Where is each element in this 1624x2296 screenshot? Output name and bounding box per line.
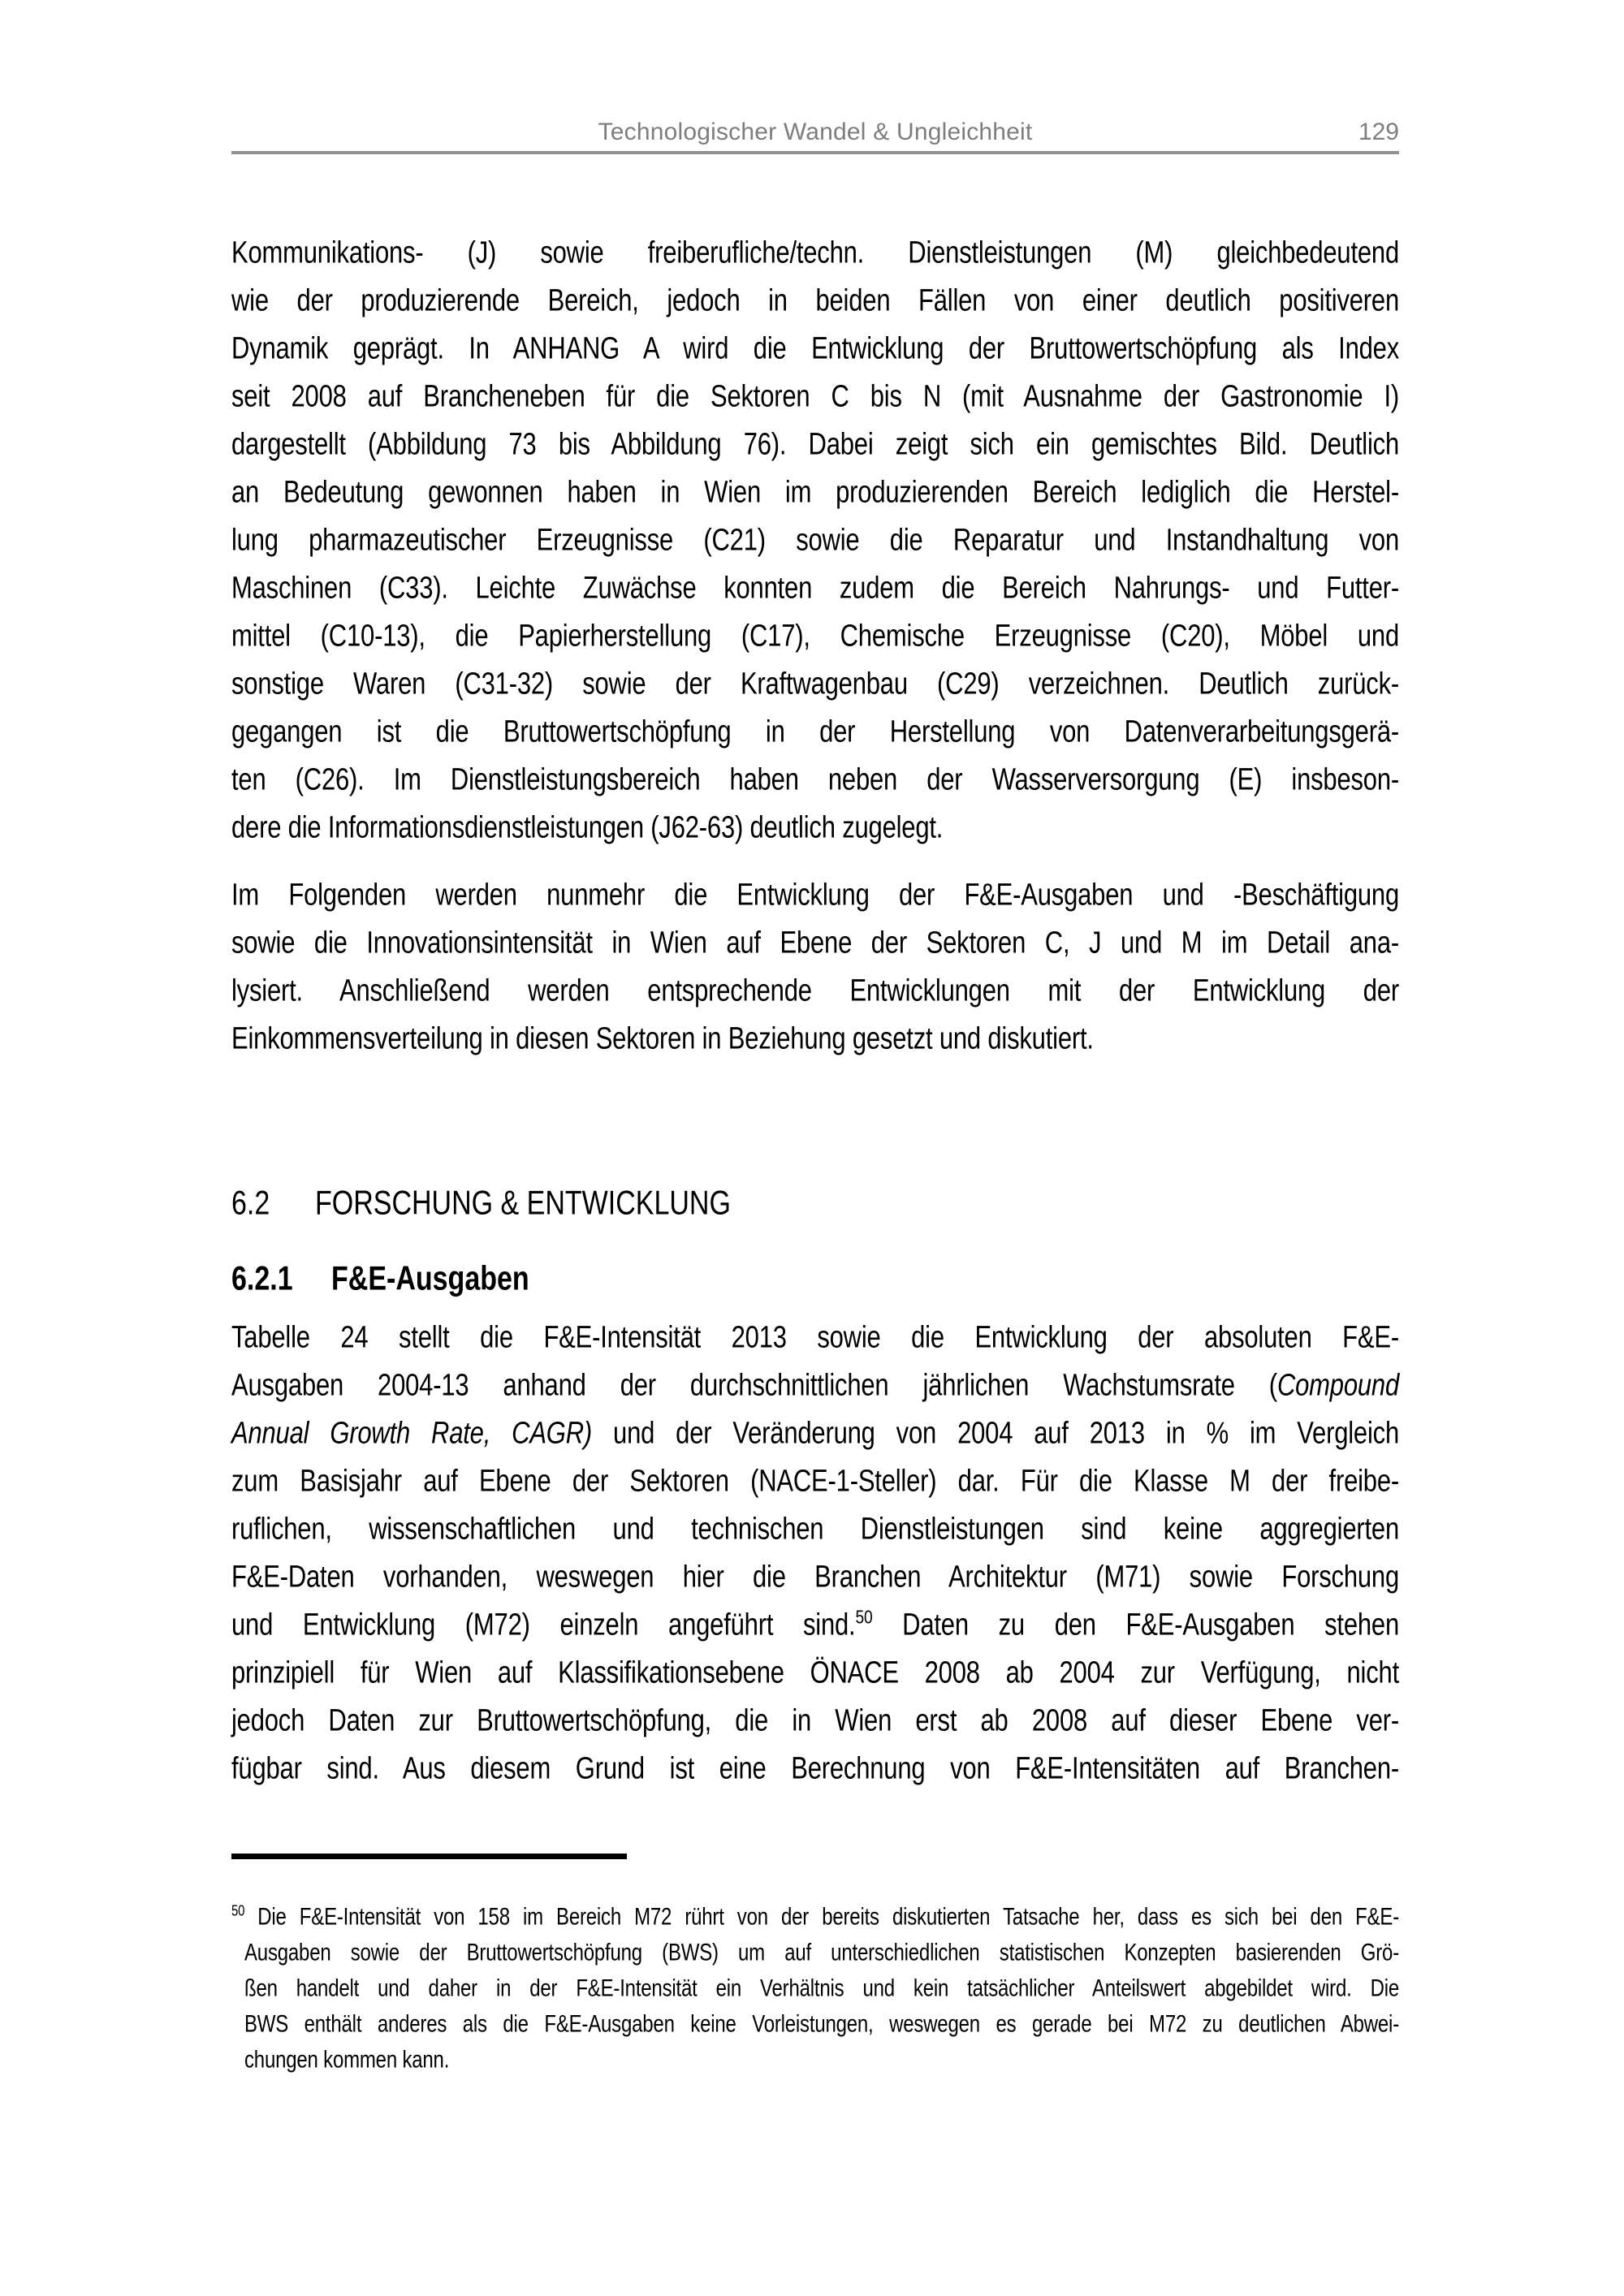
text-line: zum Basisjahr auf Ebene der Sektoren (NACE-1-Steller) dar. Für die Klasse M der freibe- (231, 1463, 1399, 1498)
section-title: FORSCHUNG & ENTWICKLUNG (315, 1184, 731, 1223)
running-header-title: Technologischer Wandel & Ungleichheit (598, 119, 1033, 145)
text-line: Einkommensverteilung in diesen Sektoren in Beziehung gesetzt und diskutiert. (231, 1021, 1094, 1055)
footnote-separator (231, 1854, 627, 1859)
page-header (231, 104, 1399, 154)
text-line: ßen handelt und daher in der F&E-Intensität ein Verhältnis und kein tatsächlicher Anteilswert abgebildet wird. Die (244, 1974, 1399, 2002)
text-line: dere die Informationsdienstleistungen (J62-63) deutlich zugelegt. (231, 809, 944, 844)
text-line: seit 2008 auf Brancheneben für die Sektoren C bis N (mit Ausnahme der Gastronomie I) (231, 378, 1399, 413)
text-line: mittel (C10-13), die Papierherstellung (C17), Chemische Erzeugnisse (C20), Möbel und (231, 618, 1399, 653)
text-line: $^{50}$ Die F&E-Intensität von 158 im Bereich M72 rührt von der bereits diskutierten Tatsache her, dass es sich bei den F&E- (231, 1903, 1399, 1931)
page-number: 129 (1358, 119, 1399, 145)
text-line: sonstige Waren (C31-32) sowie der Kraftwagenbau (C29) verzeichnen. Deutlich zurück- (231, 666, 1399, 701)
text-line: wie der produzierende Bereich, jedoch in beiden Fällen von einer deutlich positiveren (231, 283, 1399, 317)
text-line: lung pharmazeutischer Erzeugnisse (C21) sowie die Reparatur und Instandhaltung von (231, 522, 1399, 557)
text-line: BWS enthält anderes als die F&E-Ausgaben keine Vorleistungen, weswegen es gerade bei M72 zu deutlichen Abwei- (244, 2010, 1399, 2038)
text-line: Tabelle 24 stellt die F&E-Intensität 2013 sowie die Entwicklung der absoluten F&E- (231, 1319, 1399, 1354)
text-line: fügbar sind. Aus diesem Grund ist eine Berechnung von F&E-Intensitäten auf Branchen- (231, 1750, 1399, 1785)
subsection-title: F&E-Ausgaben (331, 1259, 529, 1298)
section-heading (231, 1175, 1399, 1233)
section-number: 6.2 (231, 1184, 270, 1223)
text-line: gegangen ist die Bruttowertschöpfung in der Herstellung von Datenverarbeitungsgerä- (231, 714, 1399, 749)
text-line: Maschinen (C33). Leichte Zuwächse konnten zudem die Bereich Nahrungs- und Futter- (231, 570, 1399, 605)
text-line: Annual Growth Rate, CAGR) und der Veränderung von 2004 auf 2013 in % im Vergleich (231, 1415, 1400, 1450)
text-line: Kommunikations- (J) sowie freiberufliche/techn. Dienstleistungen (M) gleichbedeutend (231, 235, 1399, 270)
footnote (231, 1900, 1399, 2078)
paragraph-3 (231, 1313, 1399, 1792)
text-line: Im Folgenden werden nunmehr die Entwicklung der F&E-Ausgaben und -Beschäftigung (231, 877, 1399, 912)
text-line: und Entwicklung (M72) einzeln angeführt sind.$^{50}$ Daten zu den F&E-Ausgaben stehen (231, 1607, 1399, 1642)
subsection-heading (231, 1250, 1399, 1309)
text-line: dargestellt (Abbildung 73 bis Abbildung 76). Dabei zeigt sich ein gemischtes Bild. Deutlich (231, 426, 1399, 461)
text-line: jedoch Daten zur Bruttowertschöpfung, die in Wien erst ab 2008 auf dieser Ebene ver- (231, 1703, 1399, 1737)
text-line: F&E-Daten vorhanden, weswegen hier die Branchen Architektur (M71) sowie Forschung (231, 1559, 1399, 1594)
text-line: an Bedeutung gewonnen haben in Wien im produzierenden Bereich lediglich die Herstel- (231, 474, 1399, 509)
text-line: prinzipiell für Wien auf Klassifikationsebene ÖNACE 2008 ab 2004 zur Verfügung, nicht (231, 1655, 1399, 1690)
text-line: ruflichen, wissenschaftlichen und technischen Dienstleistungen sind keine aggregierten (231, 1511, 1399, 1546)
text-line: lysiert. Anschließend werden entsprechende Entwicklungen mit der Entwicklung der (231, 973, 1399, 1008)
text-line: Ausgaben 2004-13 anhand der durchschnittlichen jährlichen Wachstumsrate (Compound (231, 1367, 1399, 1402)
text-line: sowie die Innovationsintensität in Wien auf Ebene der Sektoren C, J und M im Detail ana- (231, 925, 1399, 960)
paragraph-2 (231, 870, 1399, 1062)
subsection-number: 6.2.1 (231, 1259, 293, 1298)
text-line: ten (C26). Im Dienstleistungsbereich haben neben der Wasserversorgung (E) insbeson- (231, 762, 1399, 796)
paragraph-1 (231, 228, 1399, 851)
text-line: chungen kommen kann. (244, 2046, 450, 2074)
text-line: Dynamik geprägt. In ANHANG A wird die Entwicklung der Bruttowertschöpfung als Index (231, 330, 1399, 365)
text-line: Ausgaben sowie der Bruttowertschöpfung (BWS) um auf unterschiedlichen statistischen Konzepten basierenden Grö- (244, 1939, 1399, 1966)
